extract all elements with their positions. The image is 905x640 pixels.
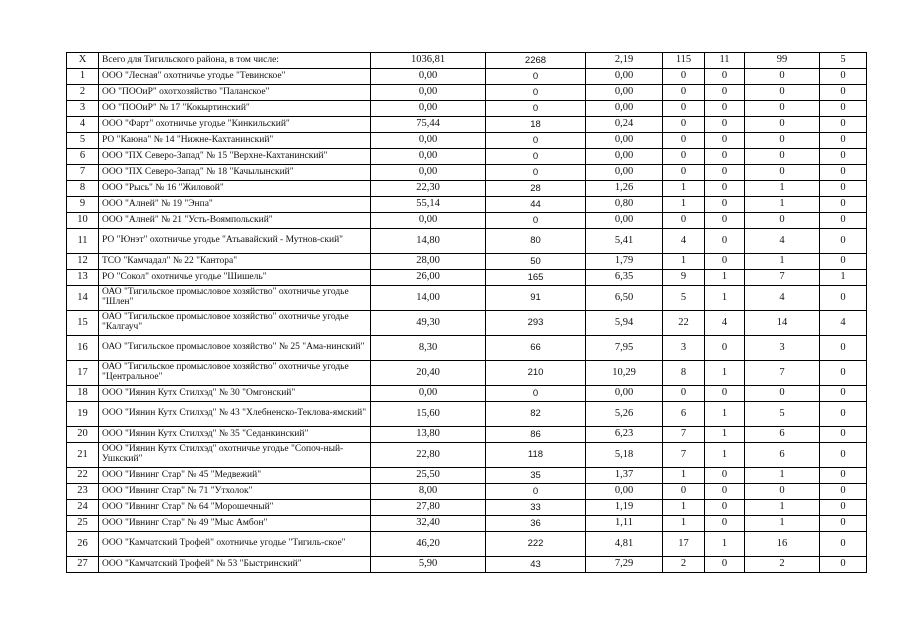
cell-row-number: 5 — [67, 133, 99, 149]
cell-row-number: 8 — [67, 181, 99, 197]
cell-row-number: 1 — [67, 69, 99, 85]
cell-count: 35 — [486, 468, 586, 484]
cell-count: 28 — [486, 181, 586, 197]
cell-hunting-ground-name: ООО "Фарт" охотничье угодье "Кинкильский" — [99, 117, 371, 133]
table-row — [67, 386, 867, 402]
cell-quota-total: 7 — [663, 427, 705, 443]
cell-area: 26,00 — [371, 270, 486, 286]
table-row — [67, 484, 867, 500]
cell-quota-col-b: 0 — [745, 69, 820, 85]
cell-quota-total: 22 — [663, 311, 705, 336]
cell-quota-col-c: 0 — [820, 286, 867, 311]
cell-count: 33 — [486, 500, 586, 516]
cell-area: 5,90 — [371, 557, 486, 573]
cell-density: 0,00 — [586, 213, 663, 229]
cell-hunting-ground-name: ТСО "Камчадал" № 22 "Кантора" — [99, 254, 371, 270]
cell-quota-total: 0 — [663, 165, 705, 181]
table-row — [67, 270, 867, 286]
cell-hunting-ground-name: ОАО "Тигильское промысловое хозяйство" № 25 "Ама-нинский" — [99, 336, 371, 361]
table-row — [67, 427, 867, 443]
cell-quota-col-b: 0 — [745, 101, 820, 117]
cell-quota-col-a: 0 — [705, 149, 745, 165]
table-row — [67, 69, 867, 85]
cell-count: 66 — [486, 336, 586, 361]
cell-quota-total: 7 — [663, 443, 705, 468]
cell-row-number: 18 — [67, 386, 99, 402]
cell-density: 5,41 — [586, 229, 663, 254]
cell-quota-col-c: 0 — [820, 101, 867, 117]
cell-quota-col-b: 16 — [745, 532, 820, 557]
cell-area: 0,00 — [371, 133, 486, 149]
cell-quota-col-b: 2 — [745, 557, 820, 573]
cell-count: 0 — [486, 85, 586, 101]
cell-quota-col-c: 4 — [820, 311, 867, 336]
cell-area: 0,00 — [371, 165, 486, 181]
cell-quota-col-a: 4 — [705, 311, 745, 336]
cell-hunting-ground-name: ООО "Ивнинг Стар" № 71 "Утхолок" — [99, 484, 371, 500]
cell-quota-col-c: 0 — [820, 443, 867, 468]
cell-quota-col-c: 5 — [820, 53, 867, 69]
cell-quota-total: 3 — [663, 336, 705, 361]
cell-quota-col-c: 0 — [820, 85, 867, 101]
cell-quota-col-a: 1 — [705, 402, 745, 427]
table-row — [67, 133, 867, 149]
cell-row-number: 2 — [67, 85, 99, 101]
cell-area: 46,20 — [371, 532, 486, 557]
cell-count: 80 — [486, 229, 586, 254]
cell-count: 36 — [486, 516, 586, 532]
cell-density: 1,37 — [586, 468, 663, 484]
cell-count: 0 — [486, 484, 586, 500]
cell-quota-total: 0 — [663, 117, 705, 133]
cell-row-number: 20 — [67, 427, 99, 443]
cell-area: 27,80 — [371, 500, 486, 516]
cell-quota-col-b: 1 — [745, 516, 820, 532]
cell-row-number: 10 — [67, 213, 99, 229]
cell-count: 0 — [486, 101, 586, 117]
cell-quota-total: 1 — [663, 254, 705, 270]
cell-hunting-ground-name: Всего для Тигильского района, в том числе: — [99, 53, 371, 69]
cell-area: 14,80 — [371, 229, 486, 254]
cell-quota-total: 9 — [663, 270, 705, 286]
cell-quota-col-a: 0 — [705, 101, 745, 117]
cell-count: 0 — [486, 386, 586, 402]
cell-area: 32,40 — [371, 516, 486, 532]
cell-count: 0 — [486, 69, 586, 85]
cell-quota-col-c: 0 — [820, 500, 867, 516]
cell-row-number: 25 — [67, 516, 99, 532]
cell-density: 6,23 — [586, 427, 663, 443]
cell-quota-col-c: 0 — [820, 165, 867, 181]
cell-area: 0,00 — [371, 213, 486, 229]
cell-quota-col-a: 0 — [705, 468, 745, 484]
table-row — [67, 85, 867, 101]
cell-density: 1,26 — [586, 181, 663, 197]
cell-quota-total: 1 — [663, 181, 705, 197]
cell-hunting-ground-name: ОО "ПООиР" охотхозяйство "Паланское" — [99, 85, 371, 101]
cell-row-number: 6 — [67, 149, 99, 165]
cell-area: 55,14 — [371, 197, 486, 213]
cell-quota-col-b: 7 — [745, 361, 820, 386]
cell-quota-col-c: 0 — [820, 427, 867, 443]
cell-count: 210 — [486, 361, 586, 386]
cell-density: 0,24 — [586, 117, 663, 133]
cell-quota-col-a: 0 — [705, 500, 745, 516]
cell-density: 1,11 — [586, 516, 663, 532]
cell-density: 10,29 — [586, 361, 663, 386]
cell-quota-col-c: 0 — [820, 532, 867, 557]
cell-quota-col-b: 1 — [745, 197, 820, 213]
cell-quota-col-c: 0 — [820, 197, 867, 213]
cell-quota-col-c: 0 — [820, 361, 867, 386]
cell-area: 22,30 — [371, 181, 486, 197]
cell-quota-col-c: 0 — [820, 181, 867, 197]
cell-hunting-ground-name: ОО "ПООиР" № 17 "Кокыртинский" — [99, 101, 371, 117]
cell-row-number: 7 — [67, 165, 99, 181]
cell-quota-total: 0 — [663, 69, 705, 85]
cell-quota-col-a: 0 — [705, 386, 745, 402]
cell-row-number: 4 — [67, 117, 99, 133]
table-row-total — [67, 53, 867, 69]
cell-quota-col-c: 0 — [820, 386, 867, 402]
cell-density: 1,79 — [586, 254, 663, 270]
cell-count: 43 — [486, 557, 586, 573]
cell-density: 0,00 — [586, 149, 663, 165]
cell-quota-col-c: 0 — [820, 133, 867, 149]
table-row — [67, 254, 867, 270]
cell-count: 0 — [486, 133, 586, 149]
cell-quota-total: 1 — [663, 500, 705, 516]
cell-quota-col-a: 11 — [705, 53, 745, 69]
table-row — [67, 181, 867, 197]
table-row — [67, 443, 867, 468]
cell-area: 75,44 — [371, 117, 486, 133]
cell-quota-total: 1 — [663, 516, 705, 532]
cell-quota-total: 5 — [663, 286, 705, 311]
table-row — [67, 500, 867, 516]
cell-quota-total: 0 — [663, 133, 705, 149]
cell-hunting-ground-name: ООО "Ивнинг Стар" № 45 "Медвежий" — [99, 468, 371, 484]
cell-hunting-ground-name: ООО "Иянин Кутх Стилхэд" № 30 "Омгонский" — [99, 386, 371, 402]
table-row — [67, 165, 867, 181]
cell-quota-col-b: 1 — [745, 500, 820, 516]
cell-row-number: 16 — [67, 336, 99, 361]
cell-count: 18 — [486, 117, 586, 133]
cell-quota-col-a: 0 — [705, 557, 745, 573]
cell-density: 5,26 — [586, 402, 663, 427]
cell-density: 0,00 — [586, 386, 663, 402]
cell-density: 5,18 — [586, 443, 663, 468]
cell-quota-total: 0 — [663, 85, 705, 101]
cell-row-number: 15 — [67, 311, 99, 336]
table-row — [67, 557, 867, 573]
cell-density: 6,50 — [586, 286, 663, 311]
cell-area: 0,00 — [371, 85, 486, 101]
cell-count: 0 — [486, 213, 586, 229]
table-row — [67, 516, 867, 532]
cell-count: 2268 — [486, 53, 586, 69]
cell-area: 14,00 — [371, 286, 486, 311]
cell-quota-col-a: 1 — [705, 427, 745, 443]
cell-quota-col-a: 1 — [705, 270, 745, 286]
cell-quota-col-c: 0 — [820, 117, 867, 133]
cell-quota-col-a: 1 — [705, 361, 745, 386]
cell-density: 4,81 — [586, 532, 663, 557]
table-row — [67, 336, 867, 361]
cell-quota-col-c: 1 — [820, 270, 867, 286]
cell-quota-col-c: 0 — [820, 336, 867, 361]
cell-area: 8,00 — [371, 484, 486, 500]
cell-hunting-ground-name: ООО "Камчатский Трофей" № 53 "Быстринский" — [99, 557, 371, 573]
cell-hunting-ground-name: РО "Юнэт" охотничье угодье "Атьавайский - Мутнов-ский" — [99, 229, 371, 254]
cell-area: 28,00 — [371, 254, 486, 270]
cell-quota-total: 0 — [663, 386, 705, 402]
cell-area: 25,50 — [371, 468, 486, 484]
cell-quota-col-a: 0 — [705, 117, 745, 133]
table-row — [67, 361, 867, 386]
cell-quota-col-c: 0 — [820, 254, 867, 270]
cell-quota-col-b: 99 — [745, 53, 820, 69]
cell-quota-col-c: 0 — [820, 69, 867, 85]
cell-density: 0,00 — [586, 101, 663, 117]
cell-hunting-ground-name: ООО "Лесная" охотничье угодье "Тевинское" — [99, 69, 371, 85]
cell-count: 82 — [486, 402, 586, 427]
table-row — [67, 229, 867, 254]
cell-quota-col-c: 0 — [820, 484, 867, 500]
table-row — [67, 402, 867, 427]
cell-quota-total: 1 — [663, 468, 705, 484]
cell-quota-col-b: 0 — [745, 213, 820, 229]
cell-count: 0 — [486, 149, 586, 165]
cell-quota-total: 8 — [663, 361, 705, 386]
cell-quota-col-c: 0 — [820, 402, 867, 427]
cell-density: 2,19 — [586, 53, 663, 69]
cell-hunting-ground-name: ООО "Иянин Кутх Стилхэд" № 43 "Хлебненско-Теклова-ямский" — [99, 402, 371, 427]
table-row — [67, 286, 867, 311]
cell-quota-col-c: 0 — [820, 149, 867, 165]
table-row — [67, 213, 867, 229]
cell-quota-col-c: 0 — [820, 229, 867, 254]
cell-row-number: 27 — [67, 557, 99, 573]
cell-density: 7,95 — [586, 336, 663, 361]
cell-hunting-ground-name: ООО "Ивнинг Стар" № 64 "Морошечный" — [99, 500, 371, 516]
cell-quota-col-a: 0 — [705, 516, 745, 532]
cell-quota-col-b: 0 — [745, 117, 820, 133]
cell-quota-col-b: 5 — [745, 402, 820, 427]
cell-row-number: 24 — [67, 500, 99, 516]
cell-count: 50 — [486, 254, 586, 270]
cell-quota-col-b: 7 — [745, 270, 820, 286]
cell-count: 0 — [486, 165, 586, 181]
hunting-grounds-table — [66, 52, 867, 573]
cell-quota-col-a: 0 — [705, 85, 745, 101]
cell-quota-col-c: 0 — [820, 213, 867, 229]
cell-quota-col-a: 1 — [705, 532, 745, 557]
cell-quota-total: 6 — [663, 402, 705, 427]
cell-quota-col-c: 0 — [820, 468, 867, 484]
cell-count: 91 — [486, 286, 586, 311]
cell-quota-total: 4 — [663, 229, 705, 254]
cell-hunting-ground-name: ООО "Иянин Кутх Стилхэд" № 35 "Седанкинский" — [99, 427, 371, 443]
cell-quota-total: 0 — [663, 149, 705, 165]
cell-quota-col-b: 1 — [745, 181, 820, 197]
cell-quota-col-a: 0 — [705, 181, 745, 197]
cell-area: 13,80 — [371, 427, 486, 443]
cell-quota-col-b: 0 — [745, 85, 820, 101]
cell-quota-total: 1 — [663, 197, 705, 213]
cell-quota-col-b: 4 — [745, 229, 820, 254]
cell-quota-total: 17 — [663, 532, 705, 557]
cell-quota-col-b: 0 — [745, 386, 820, 402]
cell-row-number: 21 — [67, 443, 99, 468]
cell-row-number: 9 — [67, 197, 99, 213]
cell-quota-col-b: 14 — [745, 311, 820, 336]
cell-hunting-ground-name: ООО "Рысь" № 16 "Жиловой" — [99, 181, 371, 197]
document-page — [66, 52, 866, 573]
cell-density: 0,00 — [586, 85, 663, 101]
cell-hunting-ground-name: ООО "Иянин Кутх Стилхэд" охотничье угодье "Сопоч-ный-Ушкский" — [99, 443, 371, 468]
table-row — [67, 311, 867, 336]
cell-row-number: 12 — [67, 254, 99, 270]
cell-quota-col-b: 0 — [745, 165, 820, 181]
cell-row-number: 11 — [67, 229, 99, 254]
cell-row-number: 22 — [67, 468, 99, 484]
cell-quota-total: 0 — [663, 484, 705, 500]
cell-count: 222 — [486, 532, 586, 557]
table-body — [67, 53, 867, 573]
table-row — [67, 117, 867, 133]
cell-count: 118 — [486, 443, 586, 468]
cell-hunting-ground-name: ООО "ПХ Северо-Запад" № 18 "Качылынский" — [99, 165, 371, 181]
cell-row-number: 3 — [67, 101, 99, 117]
cell-density: 5,94 — [586, 311, 663, 336]
cell-density: 7,29 — [586, 557, 663, 573]
cell-row-number: X — [67, 53, 99, 69]
cell-density: 0,00 — [586, 69, 663, 85]
cell-quota-col-a: 0 — [705, 197, 745, 213]
cell-quota-col-a: 0 — [705, 133, 745, 149]
cell-quota-col-a: 0 — [705, 484, 745, 500]
cell-hunting-ground-name: ООО "Алней" № 19 "Энпа" — [99, 197, 371, 213]
table-row — [67, 532, 867, 557]
table-row — [67, 468, 867, 484]
cell-quota-col-b: 0 — [745, 149, 820, 165]
cell-hunting-ground-name: ООО "Алней" № 21 "Усть-Воямпольский" — [99, 213, 371, 229]
cell-area: 0,00 — [371, 386, 486, 402]
cell-quota-col-b: 4 — [745, 286, 820, 311]
cell-quota-col-a: 0 — [705, 69, 745, 85]
table-row — [67, 149, 867, 165]
cell-hunting-ground-name: РО "Сокол" охотничье угодье "Шишель" — [99, 270, 371, 286]
cell-quota-col-a: 0 — [705, 229, 745, 254]
cell-density: 0,80 — [586, 197, 663, 213]
cell-hunting-ground-name: ООО "Ивнинг Стар" № 49 "Мыс Амбон" — [99, 516, 371, 532]
cell-hunting-ground-name: ООО "Камчатский Трофей" охотничье угодье "Тигиль-ское" — [99, 532, 371, 557]
cell-quota-col-c: 0 — [820, 557, 867, 573]
cell-area: 8,30 — [371, 336, 486, 361]
cell-area: 0,00 — [371, 69, 486, 85]
cell-density: 0,00 — [586, 133, 663, 149]
cell-count: 44 — [486, 197, 586, 213]
cell-density: 0,00 — [586, 165, 663, 181]
cell-row-number: 23 — [67, 484, 99, 500]
cell-density: 1,19 — [586, 500, 663, 516]
cell-quota-col-b: 0 — [745, 133, 820, 149]
cell-row-number: 26 — [67, 532, 99, 557]
table-row — [67, 101, 867, 117]
cell-area: 22,80 — [371, 443, 486, 468]
cell-quota-col-a: 1 — [705, 443, 745, 468]
cell-quota-col-b: 3 — [745, 336, 820, 361]
cell-area: 15,60 — [371, 402, 486, 427]
cell-area: 49,30 — [371, 311, 486, 336]
cell-area: 1036,81 — [371, 53, 486, 69]
cell-hunting-ground-name: ОАО "Тигильское промысловое хозяйство" охотничье угодье "Калгауч" — [99, 311, 371, 336]
cell-hunting-ground-name: РО "Каюна" № 14 "Нижне-Кахтанинский" — [99, 133, 371, 149]
cell-row-number: 17 — [67, 361, 99, 386]
cell-row-number: 14 — [67, 286, 99, 311]
cell-quota-col-a: 0 — [705, 213, 745, 229]
cell-quota-col-b: 0 — [745, 484, 820, 500]
cell-density: 6,35 — [586, 270, 663, 286]
cell-area: 20,40 — [371, 361, 486, 386]
cell-quota-total: 2 — [663, 557, 705, 573]
cell-quota-col-a: 0 — [705, 336, 745, 361]
cell-quota-col-a: 0 — [705, 254, 745, 270]
cell-quota-col-b: 1 — [745, 468, 820, 484]
cell-count: 165 — [486, 270, 586, 286]
cell-quota-col-a: 1 — [705, 286, 745, 311]
cell-quota-total: 115 — [663, 53, 705, 69]
cell-quota-col-b: 6 — [745, 427, 820, 443]
cell-quota-col-c: 0 — [820, 516, 867, 532]
cell-count: 293 — [486, 311, 586, 336]
cell-quota-col-b: 1 — [745, 254, 820, 270]
cell-row-number: 19 — [67, 402, 99, 427]
table-row — [67, 197, 867, 213]
cell-area: 0,00 — [371, 149, 486, 165]
cell-row-number: 13 — [67, 270, 99, 286]
cell-quota-col-b: 6 — [745, 443, 820, 468]
cell-quota-total: 0 — [663, 213, 705, 229]
cell-area: 0,00 — [371, 101, 486, 117]
cell-quota-total: 0 — [663, 101, 705, 117]
cell-density: 0,00 — [586, 484, 663, 500]
cell-count: 86 — [486, 427, 586, 443]
cell-hunting-ground-name: ООО "ПХ Северо-Запад" № 15 "Верхне-Кахтанинский" — [99, 149, 371, 165]
cell-hunting-ground-name: ОАО "Тигильское промысловое хозяйство" охотничье угодье "Центральное" — [99, 361, 371, 386]
cell-quota-col-a: 0 — [705, 165, 745, 181]
cell-hunting-ground-name: ОАО "Тигильское промысловое хозяйство" охотничье угодье "Шлен" — [99, 286, 371, 311]
